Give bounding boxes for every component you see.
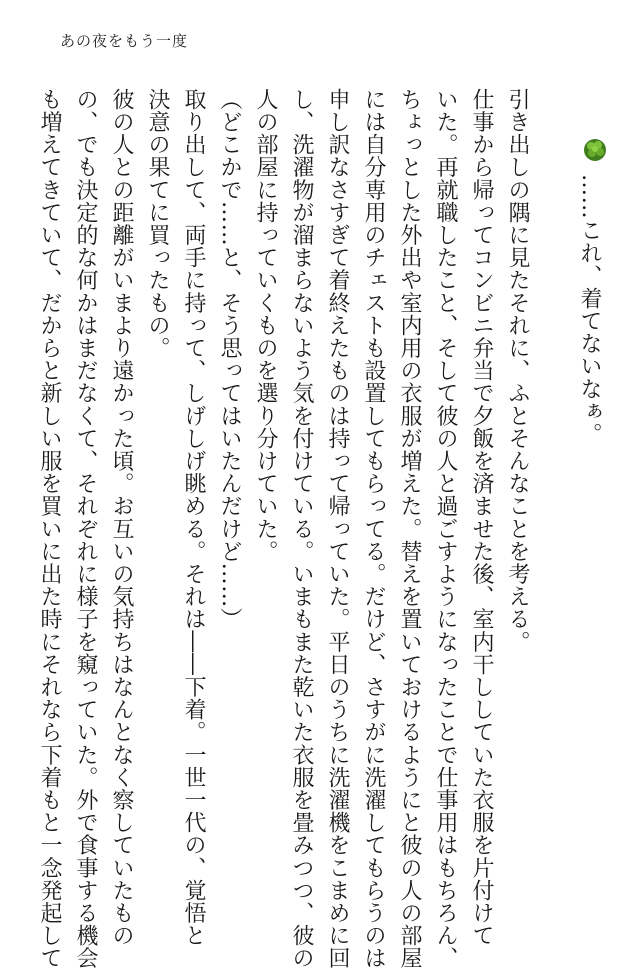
text-line: 取り出して、両手に持って、しげしげ眺める。それは――下着。一世一代の、覚悟と xyxy=(181,88,206,947)
text-line: し、洗濯物が溜まらないよう気を付けている。いまもまた乾いた衣服を畳みつつ、彼の xyxy=(289,88,314,969)
text-line: いた。再就職したこと、そして彼の人と過ごすようになったことで仕事用はもちろん、 xyxy=(433,88,458,969)
text-line: 引き出しの隅に見たそれに、ふとそんなことを考える。 xyxy=(505,88,530,653)
text-line: 仕事から帰ってコンビニ弁当で夕飯を済ませた後、室内干ししていた衣服を片付けて xyxy=(469,88,494,947)
text-line: 彼の人との距離がいまより遠かった頃。お互いの気持ちはなんとなく察していたもの xyxy=(109,88,134,947)
running-title: あの夜をもう一度 xyxy=(60,32,189,50)
text-line: （どこかで……と、そう思ってはいたんだけど……） xyxy=(217,88,242,631)
text-line: の、でも決定的な何かはまだなくて、それぞれに様子を窺っていた。外で食事する機会 xyxy=(73,88,98,969)
broccoli-head-icon xyxy=(581,136,609,164)
thought-line xyxy=(571,88,609,878)
text-line: 人の部屋に持っていくものを選り分けていた。 xyxy=(253,88,278,563)
text-line: 決意の果てに買ったもの。 xyxy=(145,88,170,360)
text-line: も増えてきていて、だからと新しい服を買いに出た時にそれなら下着もと一念発起して xyxy=(37,88,62,969)
body-text xyxy=(21,88,609,969)
blank-column xyxy=(535,88,571,878)
text-line: 申し訳なさすぎて着終えたものは持って帰っていた。平日のうちに洗濯機をこまめに回 xyxy=(325,88,350,969)
text-line: には自分専用のチェストも設置してもらってる。だけど、さすがに洗濯してもらうのは xyxy=(361,88,386,969)
thought-text: ……これ、着てないなぁ。 xyxy=(577,174,602,446)
text-line: ちょっとした外出や室内用の衣服が増えた。替えを置いておけるようにと彼の人の部屋 xyxy=(397,88,422,969)
